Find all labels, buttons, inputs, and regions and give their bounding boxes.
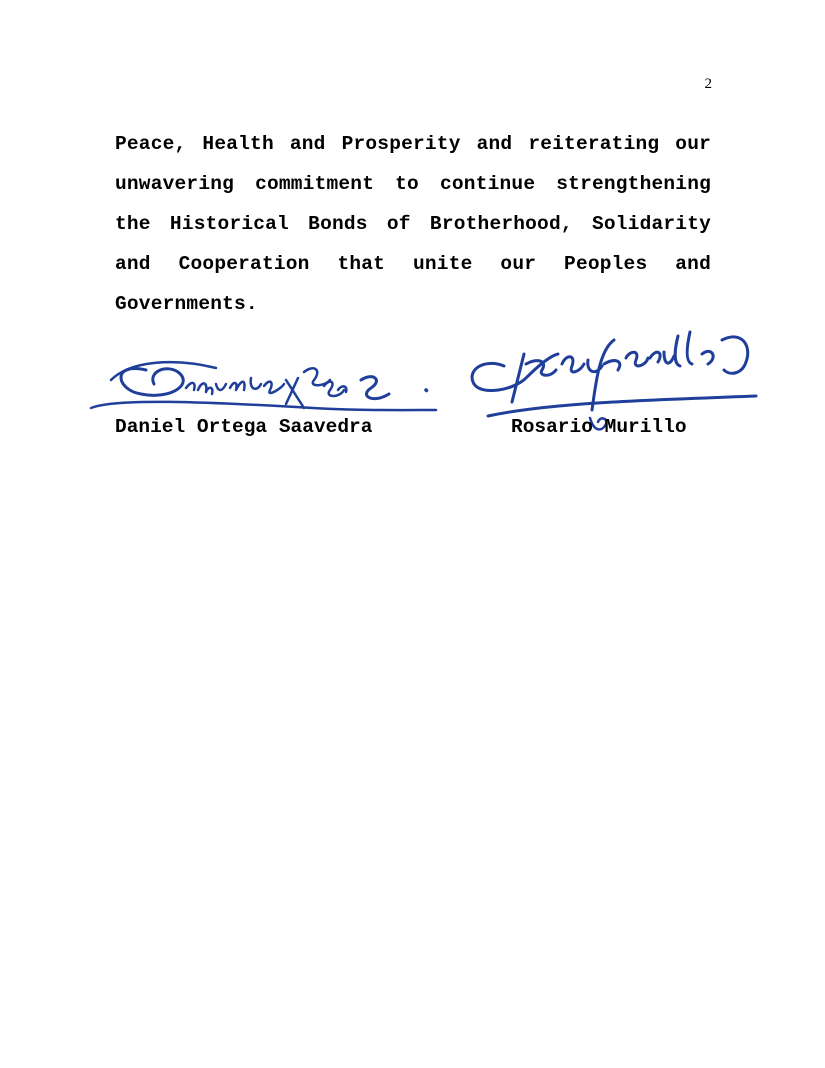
signer-name-left: Daniel Ortega Saavedra [115, 416, 373, 438]
page-number: 2 [704, 76, 712, 92]
signature-daniel-ortega [86, 350, 446, 422]
body-paragraph: Peace, Health and Prosperity and reiterating our unwavering commitment to continue strengthening the Historical Bonds of Brotherhood, Solidarity and Cooperation that unite our Peoples and Governments. [115, 133, 711, 315]
signer-name-right: Rosario Murillo [511, 416, 687, 438]
